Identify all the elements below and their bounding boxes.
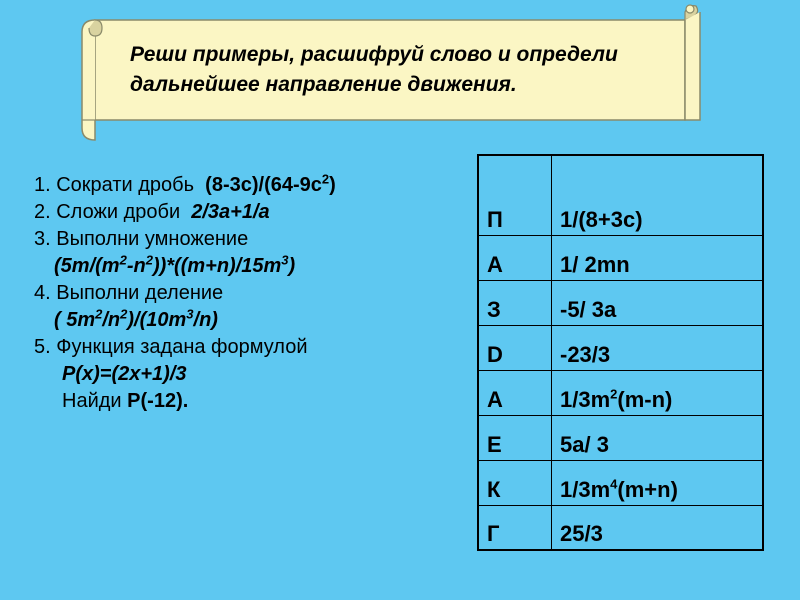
answer-value: 25/3	[552, 505, 764, 550]
task-2-expression: 2/3a+1/a	[191, 201, 270, 223]
answer-row	[478, 505, 763, 550]
task-5-find: Найди P(-12).	[62, 390, 189, 412]
task-3-label: 3. Выполни умножение	[34, 228, 249, 250]
task-4-expression: ( $5m^2/n^2)/(10m^3/n)$	[54, 306, 218, 331]
answer-row	[478, 280, 763, 325]
answer-row	[478, 370, 763, 415]
answer-value: 5a/ 3	[552, 415, 764, 460]
task-4-label: 4. Выполни деление	[34, 282, 224, 304]
task-2-label: 2. Сложи дроби	[34, 201, 181, 223]
answer-row	[478, 325, 763, 370]
task-3-expression: $(5m/(m^2-n^2))*((m+n)/15m^3)$	[54, 252, 296, 277]
answer-value: 1/ 2mn	[552, 235, 764, 280]
answer-value: -23/3	[552, 325, 764, 370]
banner-line-2: дальнейшее направление движения.	[130, 73, 517, 96]
answer-letter: А	[478, 370, 552, 415]
answer-letter: А	[478, 235, 552, 280]
answer-row	[478, 235, 763, 280]
answer-row	[478, 415, 763, 460]
task-1-label: 1. Сократи дробь	[34, 174, 195, 196]
task-2	[34, 199, 454, 226]
answer-row	[478, 155, 763, 235]
task-1	[34, 172, 454, 199]
answer-value: -5/ 3a	[552, 280, 764, 325]
task-5	[34, 334, 454, 361]
answer-letter: Г	[478, 505, 552, 550]
task-5-formula: P(x)=(2x+1)/3	[62, 363, 187, 385]
answer-letter: З	[478, 280, 552, 325]
banner-text	[130, 40, 670, 100]
task-5-label: 5. Функция задана формулой	[34, 336, 308, 358]
task-4	[34, 280, 454, 307]
answer-value: $1/3m^4(m+n)$	[552, 460, 764, 505]
answer-letter: П	[478, 155, 552, 235]
answer-table	[477, 154, 764, 551]
task-1-expression: $(8-3c)/(64-9c^2)$	[205, 171, 336, 196]
answer-value: 1/(8+3c)	[552, 155, 764, 235]
answer-letter: Е	[478, 415, 552, 460]
banner-line-1: Реши примеры, расшифруй слово и определи	[130, 43, 618, 66]
answer-letter: D	[478, 325, 552, 370]
answer-letter: К	[478, 460, 552, 505]
answer-row	[478, 460, 763, 505]
answer-value: $1/3m^2(m-n)$	[552, 370, 764, 415]
task-3	[34, 226, 454, 253]
task-list	[34, 172, 454, 415]
